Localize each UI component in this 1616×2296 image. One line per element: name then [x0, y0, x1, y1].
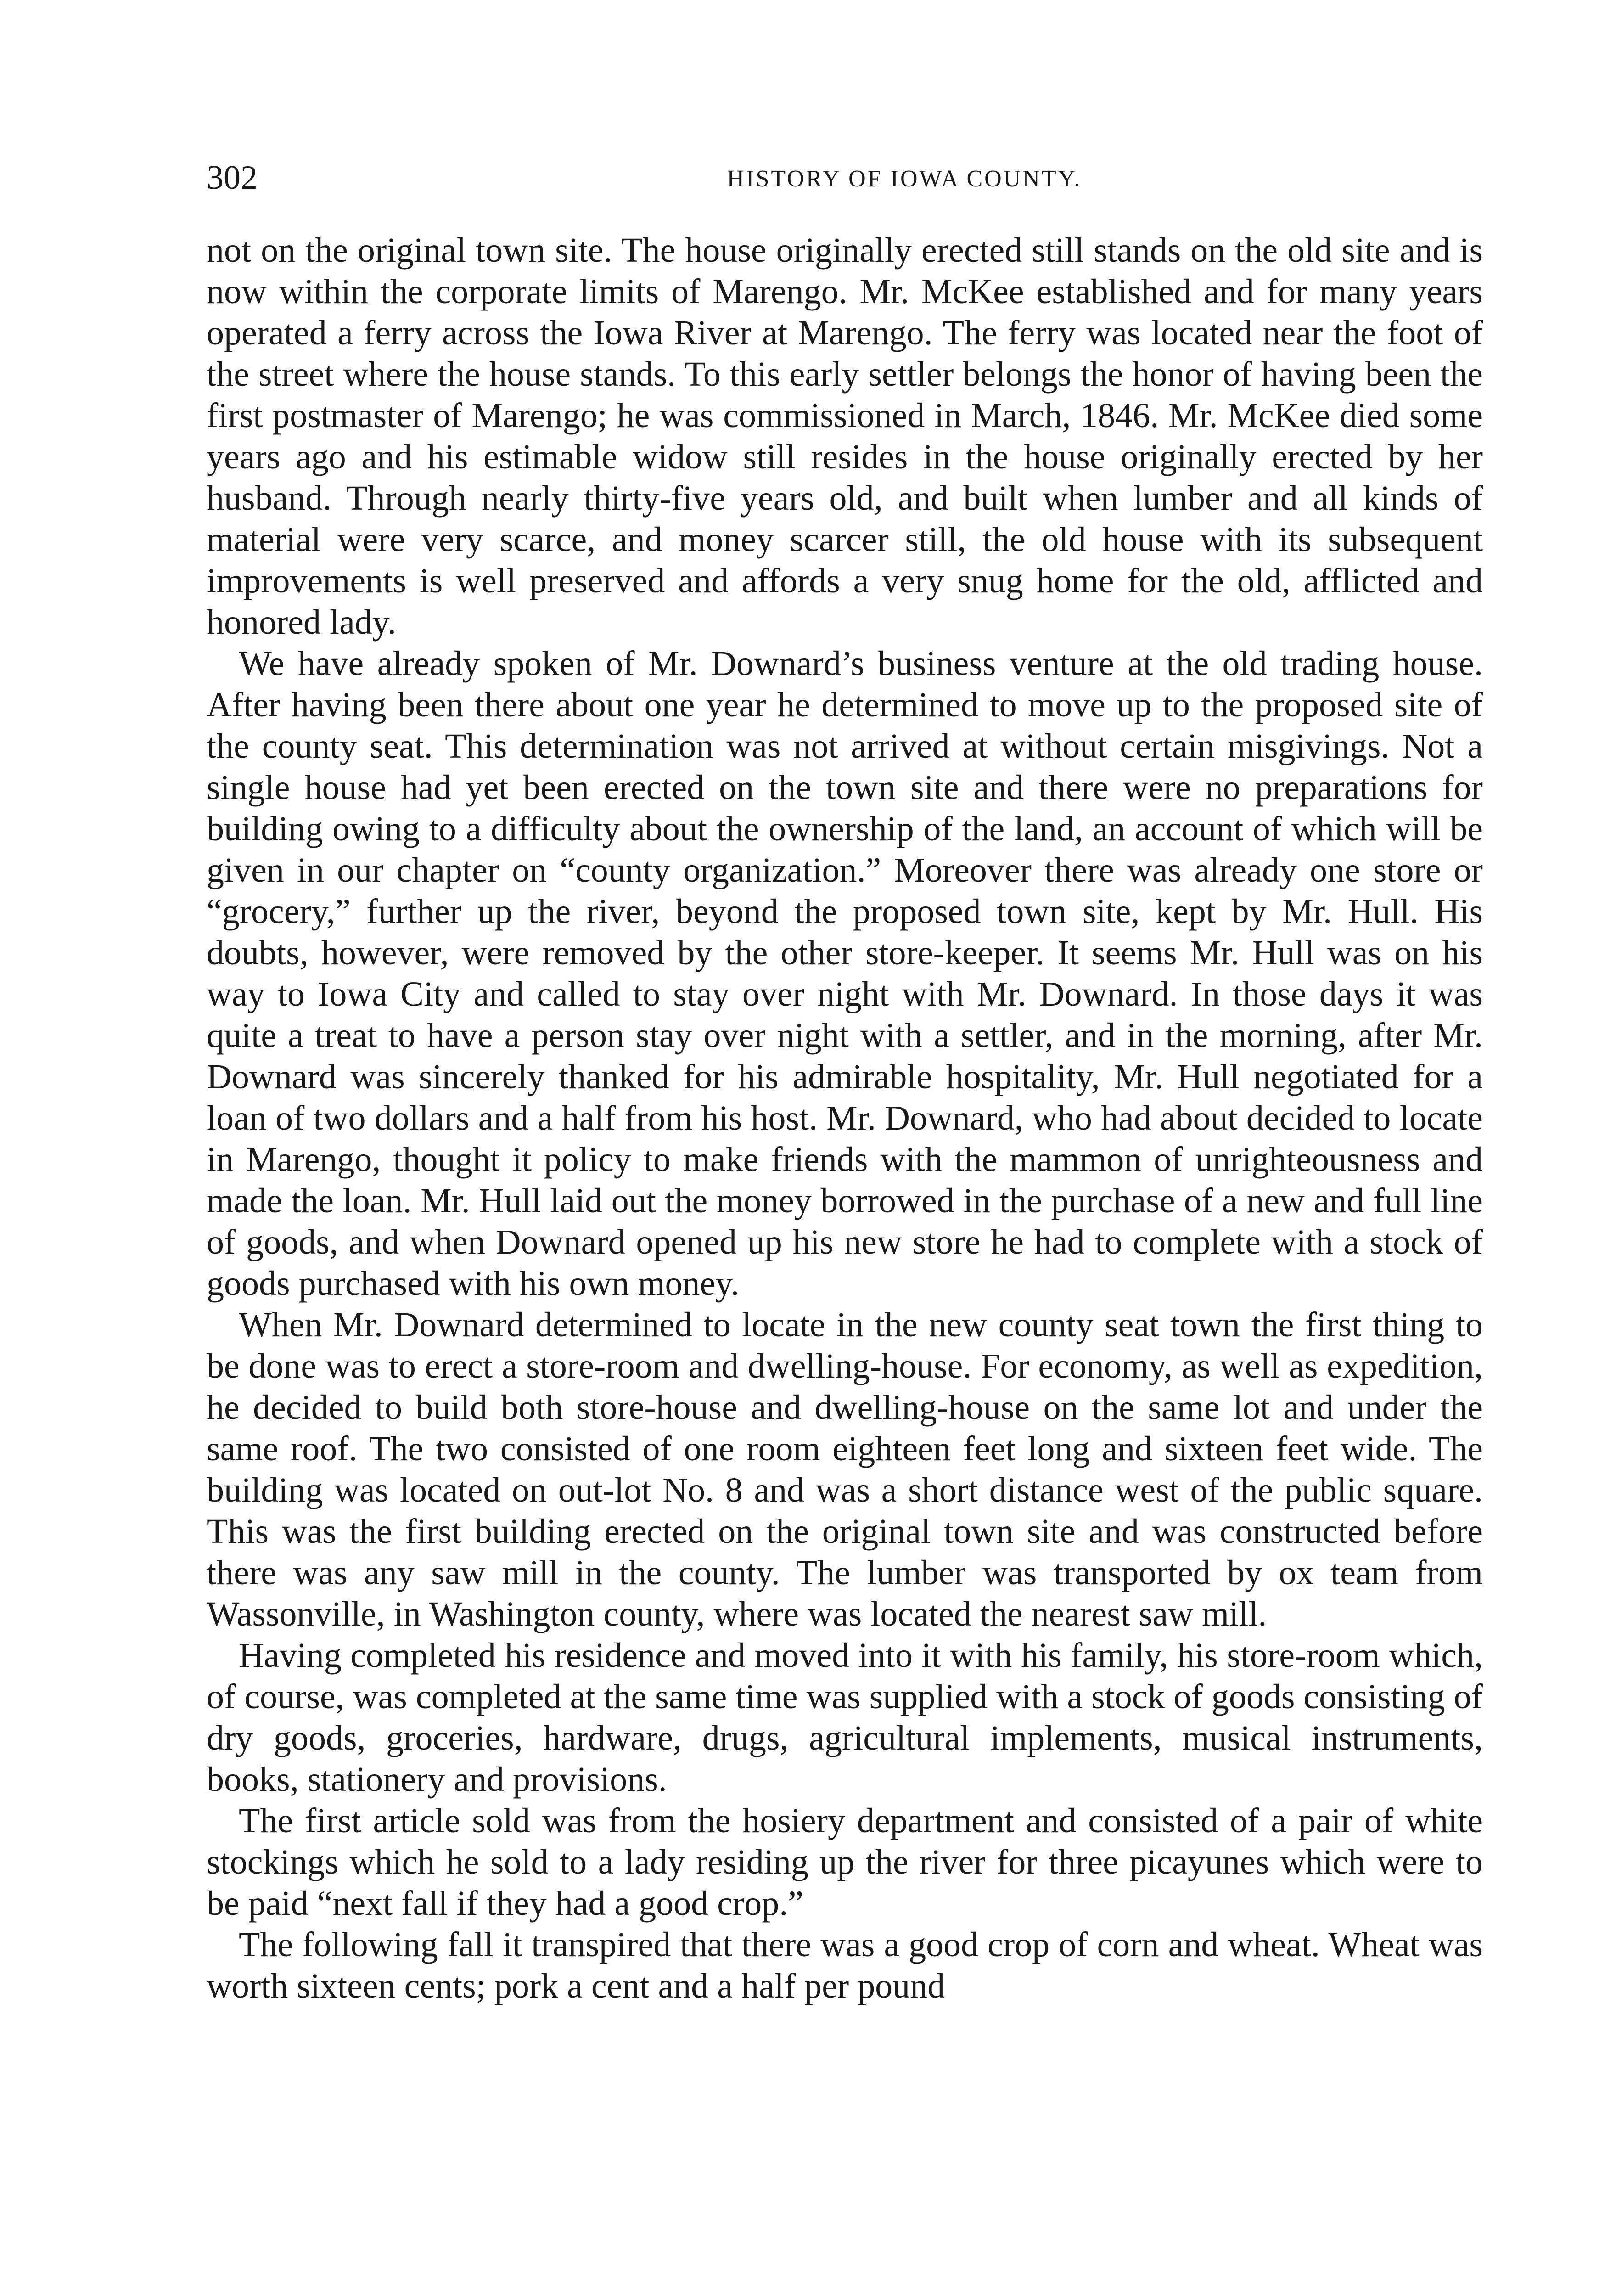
paragraph: We have already spoken of Mr. Downard’s business venture at the old trading house. After having been there about one year he determined to move up to the proposed site of the county seat. This determination was not arrived at without certain misgivings. Not a single house had yet been erected on the town site and there were no preparations for building owing to a difficulty about the ownership of the land, an account of which will be given in our chapter on “county organization.” Moreover there was already one store or “grocery,” further up the river, beyond the proposed town site, kept by Mr. Hull. His doubts, however, were removed by the other store-keeper. It seems Mr. Hull was on his way to Iowa City and called to stay over night with Mr. Downard. In those days it was quite a treat to have a person stay over night with a settler, and in the morning, after Mr. Downard was sincerely thanked for his admirable hospitality, Mr. Hull negotiated for a loan of two dollars and a half from his host. Mr. Downard, who had about decided to locate in Marengo, thought it policy to make friends with the mammon of unrighteousness and made the loan. Mr. Hull laid out the money borrowed in the purchase of a new and full line of goods, and when Downard opened up his new store he had to complete with a stock of goods purchased with his own money.	[207, 644, 1483, 1303]
running-header	[207, 161, 1483, 211]
body-text	[207, 230, 1483, 2007]
paragraph: The first article sold was from the hosiery department and consisted of a pair of white stockings which he sold to a lady residing up the river for three picayunes which were to be paid “next fall if they had a good crop.”	[207, 1801, 1483, 1923]
paragraph: When Mr. Downard determined to locate in the new county seat town the first thing to be done was to erect a store-room and dwelling-house. For economy, as well as expedition, he decided to build both store-house and dwelling-house on the same lot and under the same roof. The two consisted of one room eighteen feet long and sixteen feet wide. The building was located on out-lot No. 8 and was a short distance west of the public square. This was the first building erected on the original town site and was constructed before there was any saw mill in the county. The lumber was transported by ox team from Wassonville, in Washington county, where was located the nearest saw mill.	[207, 1306, 1483, 1633]
running-title: HISTORY OF IOWA COUNTY.	[727, 166, 1082, 192]
page-number: 302	[207, 159, 258, 197]
page	[207, 161, 1483, 2007]
paragraph: The following fall it transpired that there was a good crop of corn and wheat. Wheat was worth sixteen cents; pork a cent and a half per pound	[207, 1925, 1483, 2005]
paragraph: Having completed his residence and moved into it with his family, his store-room which, of course, was completed at the same time was supplied with a stock of goods consisting of dry goods, groceries, hardware, drugs, agricultural implements, musical instruments, books, stationery and provisions.	[207, 1636, 1483, 1799]
paragraph-continued: not on the original town site. The house originally erected still stands on the old site and is now within the corporate limits of Marengo. Mr. McKee established and for many years operated a ferry across the Iowa River at Marengo. The ferry was located near the foot of the street where the house stands. To this early settler belongs the honor of having been the first postmaster of Marengo; he was commissioned in March, 1846. Mr. McKee died some years ago and his estimable widow still resides in the house originally erected by her husband. Through nearly thirty-five years old, and built when lumber and all kinds of material were very scarce, and money scarcer still, the old house with its subsequent improvements is well preserved and affords a very snug home for the old, afflicted and honored lady.	[207, 231, 1483, 642]
